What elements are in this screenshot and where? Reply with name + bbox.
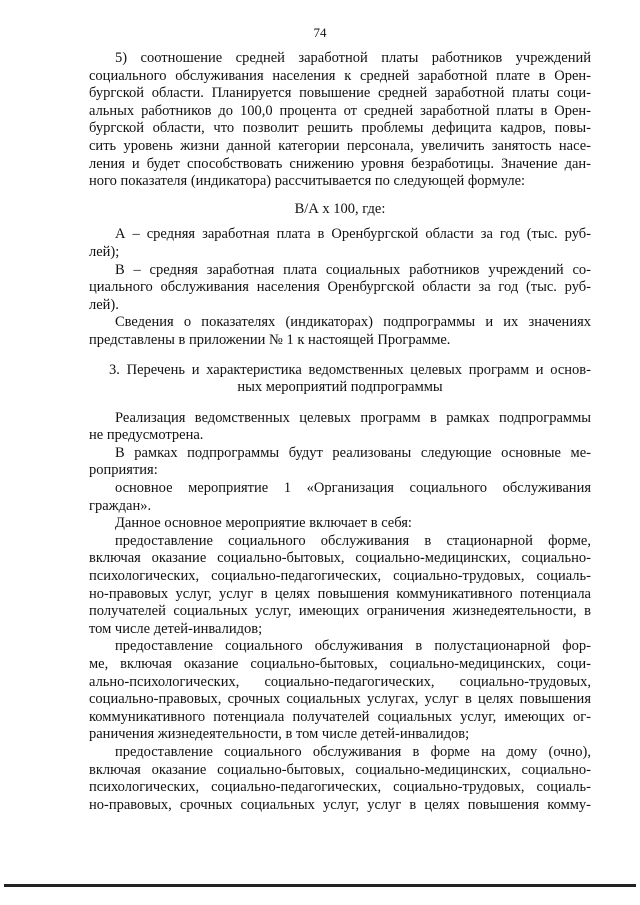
list-item-semistationary	[89, 638, 591, 744]
text-line: лей).	[89, 296, 119, 313]
text-line: Сведения о показателях (индикаторах) подпрограммы и их значениях	[115, 314, 591, 331]
text-line: но-правовых, срочных социальных услуг, услуг в целях повышения комму-	[89, 796, 591, 813]
text-line: психологических, социально-педагогических, социально-трудовых, социаль-	[89, 568, 591, 585]
document-body	[89, 50, 591, 814]
text-line: основное мероприятие 1 «Организация социального обслуживания	[115, 480, 591, 497]
paragraph-main-event	[89, 480, 591, 515]
text-line: психологических, социально-педагогических, социально-трудовых, социаль-	[89, 779, 591, 796]
text-line: сить уровень жизни данной категории персонала, увеличить занятость насе-	[89, 137, 591, 154]
text-line: бургской области. Планируется повышение средней заработной платы соци-	[89, 85, 591, 102]
text-line: не предусмотрена.	[89, 427, 204, 444]
heading-line: ных мероприятий подпрограммы	[237, 379, 443, 396]
section-heading	[89, 362, 591, 397]
text-line: предоставление социального обслуживания в стационарной форме,	[115, 532, 591, 549]
text-line: В – средняя заработная плата социальных работников учреждений со-	[115, 261, 591, 278]
paragraph-indicators-info	[89, 314, 591, 349]
text-line: но-правовых услуг, услуг в целях повышения коммуникативного потенциала	[89, 585, 591, 602]
text-line: коммуникативного потенциала получателей социальных услуг, имеющих ог-	[89, 708, 591, 725]
text-line: лей);	[89, 243, 120, 260]
definition-a	[89, 226, 591, 261]
paragraph-includes	[89, 515, 591, 533]
text-line: А – средняя заработная плата в Оренбургской области за год (тыс. руб-	[115, 226, 591, 243]
text-line: 5) соотношение средней заработной платы работников учреждений	[115, 50, 591, 66]
page-number: 74	[313, 25, 327, 40]
text-line: альных работников до 100,0 процента от средней заработной платы в Орен-	[89, 102, 591, 119]
text-line: В рамках подпрограммы будут реализованы следующие основные ме-	[115, 444, 591, 461]
text-line: представлены в приложении № 1 к настоящей Программе.	[89, 331, 451, 348]
text-line: ально-психологических, социально-педагогических, социально-трудовых,	[89, 673, 591, 690]
text-line: социального обслуживания населения к средней заработной плате в Орен-	[89, 67, 591, 84]
formula: В/А х 100, где:	[294, 200, 386, 217]
paragraph-framework	[89, 445, 591, 480]
text-line: Данное основное мероприятие включает в себя:	[115, 515, 412, 532]
text-line: включая оказание социально-бытовых, социально-медицинских, социально-	[89, 761, 591, 778]
text-line: Реализация ведомственных целевых программ в рамках подпрограммы	[115, 409, 591, 426]
text-line: бургской области, что позволит решить проблемы дефицита кадров, повы-	[89, 120, 591, 137]
scan-edge-line	[4, 884, 636, 887]
text-line: получателей социальных услуг, имеющих ограничения жизнедеятельности, в	[89, 603, 591, 620]
heading-line: 3. Перечень и характеристика ведомственных целевых программ и основ-	[109, 361, 591, 378]
text-line: циального обслуживания населения Оренбургской области за год (тыс. руб-	[89, 279, 591, 296]
text-line: ного показателя (индикатора) рассчитывается по следующей формуле:	[89, 173, 526, 190]
text-line: ме, включая оказание социально-бытовых, социально-медицинских, соци-	[89, 656, 591, 672]
paragraph-salary-ratio	[89, 50, 591, 191]
list-item-home	[89, 744, 591, 814]
paragraph-realization	[89, 410, 591, 445]
text-line: том числе детей-инвалидов;	[89, 620, 263, 637]
text-line: социально-правовых, срочных социальных услугах, услуг в целях повышения	[89, 691, 591, 708]
text-line: ления и будет способствовать снижению уровня безработицы. Значение дан-	[89, 155, 591, 172]
text-line: граждан».	[89, 497, 152, 514]
text-line: предоставление социального обслуживания в полустационарной фор-	[115, 638, 591, 655]
text-line: включая оказание социально-бытовых, социально-медицинских, социально-	[89, 550, 591, 567]
definition-b	[89, 262, 591, 315]
text-line: раничения жизнедеятельности, в том числе детей-инвалидов;	[89, 726, 470, 743]
list-item-stationary	[89, 533, 591, 639]
text-line: предоставление социального обслуживания в форме на дому (очно),	[115, 743, 591, 760]
text-line: роприятия:	[89, 462, 158, 479]
